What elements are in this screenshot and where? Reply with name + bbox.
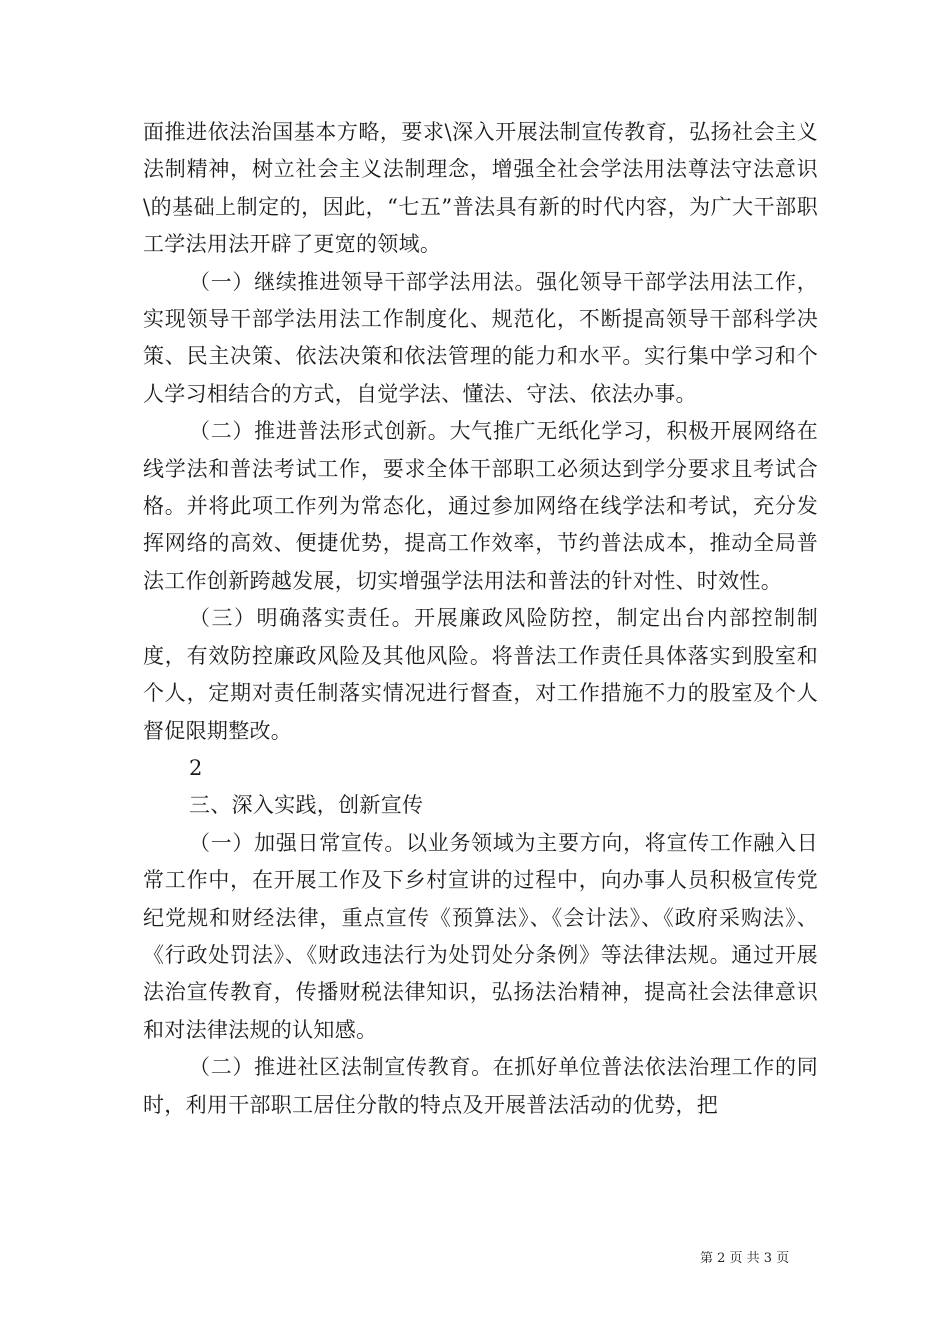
- page-number-footer: 第 2 页 共 3 页: [700, 1251, 790, 1266]
- paragraph-form-innovation: （二）推进普法形式创新。大气推广无纸化学习，积极开展网络在线学法和普法考试工作，要求全体干部职工必须达到学分要求且考试合格。并将此项工作列为常态化，通过参加网络在线学法和考试，充分发挥网络的高效、便捷优势，提高工作效率，节约普法成本，推动全局普法工作创新跨越发展，切实增强学法用法和普法的针对性、时效性。: [143, 419, 818, 593]
- paragraph-community-education: （二）推进社区法制宣传教育。在抓好单位普法依法治理工作的同时，利用干部职工居住分散的特点及开展普法活动的优势，把: [143, 1055, 818, 1117]
- section-heading-practice: 三、深入实践，创新宣传: [189, 793, 424, 818]
- inline-page-marker: 2: [189, 755, 203, 780]
- document-body: [143, 114, 818, 1124]
- paragraph-intro-continuation: 面推进依法治国基本方略，要求\深入开展法制宣传教育，弘扬社会主义法制精神，树立社会主义法制理念，增强全社会学法用法尊法守法意识\的基础上制定的，因此，“七五”普法具有新的时代内容，为广大干部职工学法用法开辟了更宽的领域。: [143, 120, 818, 257]
- paragraph-leader-study: （一）继续推进领导干部学法用法。强化领导干部学法用法工作，实现领导干部学法用法工作制度化、规范化，不断提高领导干部科学决策、民主决策、依法决策和依法管理的能力和水平。实行集中学习和个人学习相结合的方式，自觉学法、懂法、守法、依法办事。: [143, 269, 818, 406]
- paragraph-daily-publicity: （一）加强日常宣传。以业务领域为主要方向，将宣传工作融入日常工作中，在开展工作及下乡村宣讲的过程中，向办事人员积极宣传党纪党规和财经法律，重点宣传《预算法》、《会计法》、《政府采购法》、《行政处罚法》、《财政违法行为处罚处分条例》等法律法规。通过开展法治宣传教育，传播财税法律知识，弘扬法治精神，提高社会法律意识和对法律法规的认知感。: [143, 830, 818, 1042]
- paragraph-responsibility: （三）明确落实责任。开展廉政风险防控，制定出台内部控制制度，有效防控廉政风险及其他风险。将普法工作责任具体落实到股室和个人，定期对责任制落实情况进行督查，对工作措施不力的股室及个人督促限期整改。: [143, 606, 818, 743]
